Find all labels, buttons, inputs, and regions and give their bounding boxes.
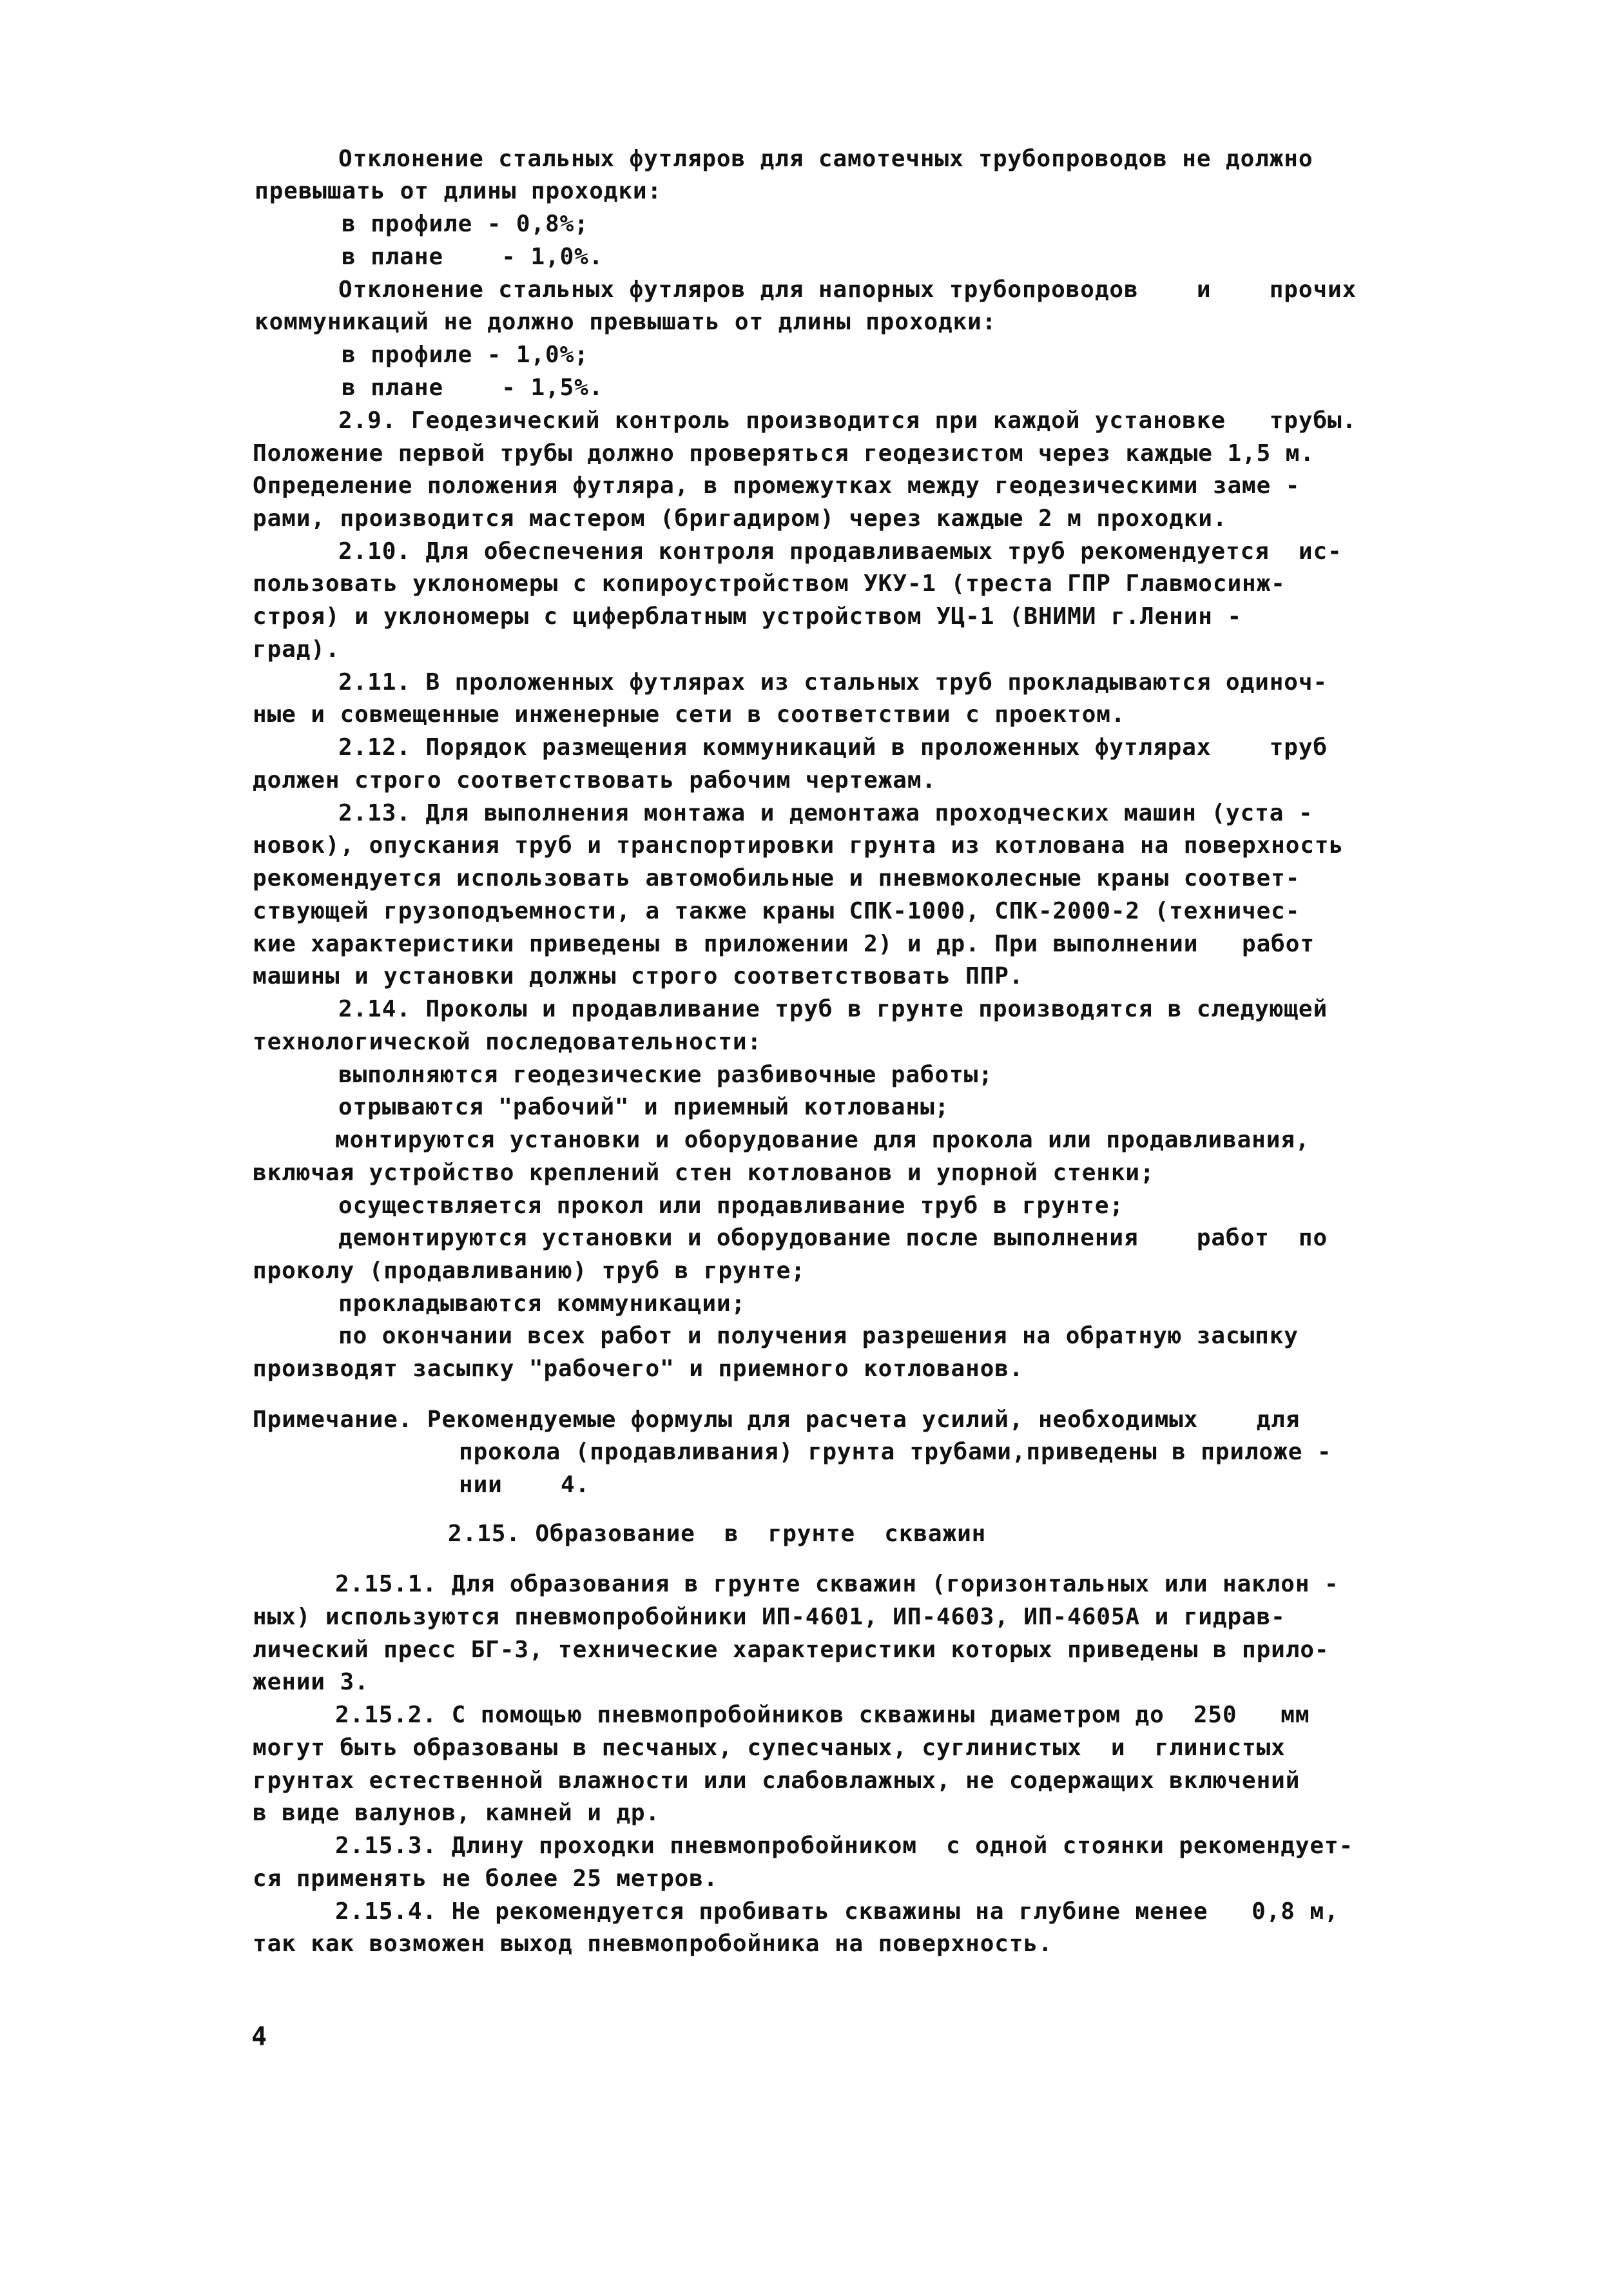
note-line: прокола (продавливания) грунта трубами,приведены в приложе - (459, 1439, 1332, 1465)
text-line: рами, производится мастером (бригадиром) через каждые 2 м проходки. (253, 505, 1228, 532)
text-line: выполняются геодезические разбивочные работы; (338, 1062, 993, 1088)
text-line: 2.12. Порядок размещения коммуникаций в проложенных футлярах труб (338, 734, 1328, 761)
text-line: прокладываются коммуникации; (338, 1290, 746, 1317)
text-line: в виде валунов, камней и др. (253, 1800, 661, 1826)
text-line: так как возможен выход пневмопробойника на поверхность. (253, 1931, 1053, 1957)
text-line: пользовать уклономеры с копироустройством УКУ-1 (треста ГПР Главмосинж- (253, 570, 1286, 597)
text-line: включая устройство креплений стен котлованов и упорной стенки; (253, 1160, 1155, 1186)
text-line: Отклонение стальных футляров для самотечных трубопроводов не должно (338, 146, 1313, 172)
text-line: 2.13. Для выполнения монтажа и демонтажа проходческих машин (уста - (338, 800, 1313, 826)
text-line: 2.15.2. С помощью пневмопробойников скважины диаметром до 250 мм (335, 1702, 1310, 1728)
text-line: машины и установки должны строго соответствовать ППР. (253, 963, 1024, 989)
text-line: 2.10. Для обеспечения контроля продавливаемых труб рекомендуется ис- (338, 538, 1342, 565)
text-line: рекомендуется использовать автомобильные и пневмоколесные краны соответ- (253, 865, 1300, 891)
text-line: град). (253, 636, 340, 663)
text-line: жении 3. (253, 1669, 369, 1695)
note-line: Примечание. Рекомендуемые формулы для расчета усилий, необходимых для (253, 1407, 1300, 1433)
text-line: в профиле - 1,0%; (342, 342, 589, 368)
text-line: новок), опускания труб и транспортировки грунта из котлована на поверхность (253, 832, 1344, 859)
text-line: коммуникаций не должно превышать от длины проходки: (255, 309, 997, 335)
text-line: отрываются "рабочий" и приемный котлованы; (338, 1094, 950, 1120)
page-number: 4 (251, 2022, 267, 2052)
text-line: лический пресс БГ-3, технические характеристики которых приведены в прило- (253, 1637, 1329, 1663)
text-line: ся применять не более 25 метров. (253, 1865, 719, 1892)
text-line: ствующей грузоподъемности, а также краны СПК-1000, СПК-2000-2 (техничес- (253, 898, 1300, 924)
text-line: 2.14. Проколы и продавливание труб в грунте производятся в следующей (338, 996, 1328, 1022)
text-line: 2.15.1. Для образования в грунте скважин (горизонтальных или наклон - (335, 1571, 1339, 1597)
text-line: 2.11. В проложенных футлярах из стальных труб прокладываются одиноч- (338, 669, 1328, 696)
text-line: ные и совмещенные инженерные сети в соответствии с проектом. (253, 701, 1126, 728)
text-line: демонтируются установки и оборудование после выполнения работ по (338, 1225, 1328, 1251)
text-line: грунтах естественной влажности или слабовлажных, не содержащих включений (253, 1767, 1300, 1794)
text-line: кие характеристики приведены в приложении 2) и др. При выполнении работ (253, 931, 1315, 957)
text-line: Отклонение стальных футляров для напорных трубопроводов и прочих (338, 277, 1357, 303)
note-line: нии 4. (459, 1472, 590, 1498)
text-line: монтируются установки и оборудование для прокола или продавливания, (335, 1127, 1310, 1153)
text-line: в плане - 1,0%. (342, 244, 604, 270)
text-line: ных) используются пневмопробойники ИП-4601, ИП-4603, ИП-4605А и гидрав- (253, 1604, 1286, 1630)
text-line: 2.15.3. Длину проходки пневмопробойником с одной стоянки рекомендует- (335, 1833, 1354, 1859)
text-line: технологической последовательности: (253, 1029, 762, 1055)
text-line: должен строго соответствовать рабочим чертежам. (253, 767, 936, 793)
text-line: в профиле - 0,8%; (342, 211, 589, 237)
section-heading: 2.15. Образование в грунте скважин (448, 1521, 987, 1547)
text-line: могут быть образованы в песчаных, супесчаных, суглинистых и глинистых (253, 1735, 1286, 1761)
text-line: строя) и уклономеры с циферблатным устройством УЦ-1 (ВНИМИ г.Ленин - (253, 603, 1242, 630)
text-line: 2.9. Геодезический контроль производится при каждой установке трубы. (338, 407, 1357, 434)
text-line: осуществляется прокол или продавливание труб в грунте; (338, 1193, 1124, 1219)
text-line: 2.15.4. Не рекомендуется пробивать скважины на глубине менее 0,8 м, (335, 1898, 1339, 1925)
text-line: по окончании всех работ и получения разрешения на обратную засыпку (338, 1323, 1299, 1349)
text-line: производят засыпку "рабочего" и приемного котлованов. (253, 1356, 1024, 1382)
text-line: проколу (продавливанию) труб в грунте; (253, 1258, 806, 1284)
text-line: Положение первой трубы должно проверяться геодезистом через каждые 1,5 м. (253, 440, 1315, 467)
text-line: в плане - 1,5%. (342, 375, 604, 401)
text-line: Определение положения футляра, в промежутках между геодезическими заме - (253, 472, 1300, 499)
text-line: превышать от длины проходки: (255, 178, 662, 204)
